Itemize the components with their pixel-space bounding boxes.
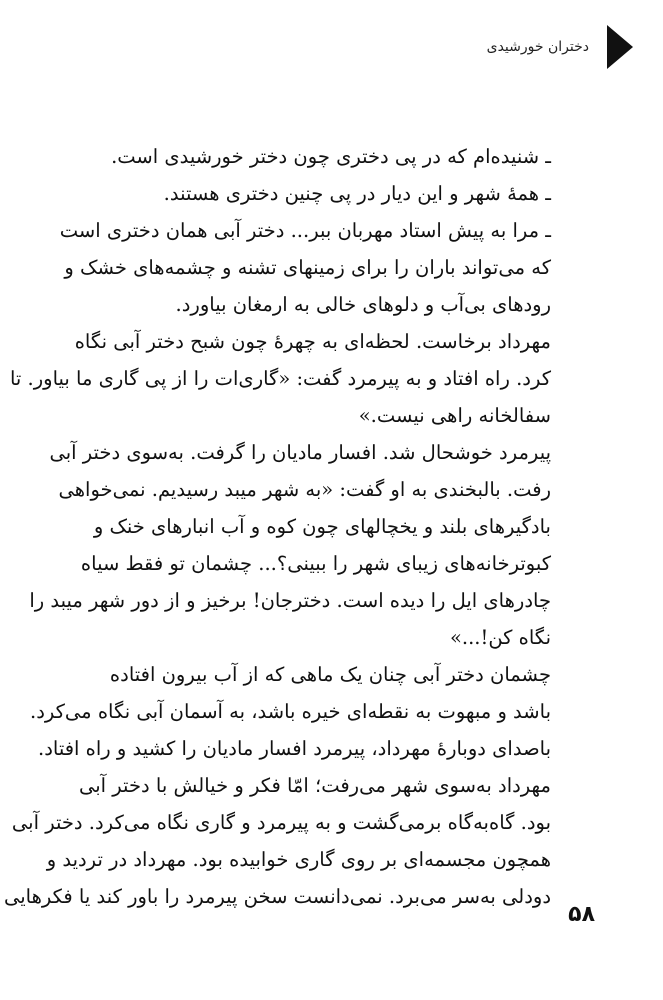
running-header (487, 22, 633, 72)
book-title: دختران خورشیدی (486, 39, 589, 55)
text-line: رفت. بالبخندی به او گفت: «به شهر میبد رسیدیم. نمی‌خواهی (58, 478, 551, 501)
text-line: نگاه کن!...» (449, 626, 551, 649)
text-line: چادرهای ایل را دیده است. دخترجان! برخیز و از دور شهر میبد را (29, 589, 551, 612)
text-line: بادگیرهای بلند و یخچالهای چون کوه و آب انبارهای خنک و (93, 515, 551, 538)
text-line: ـ شنیده‌ام که در پی دختری چون دختر خورشیدی است. (111, 145, 551, 168)
text-line: دودلی به‌سر می‌برد. نمی‌دانست سخن پیرمرد را باور کند یا فکرهایی (3, 885, 551, 908)
text-line: مهرداد برخاست. لحظه‌ای به چهرهٔ چون شبح دختر آبی نگاه (74, 330, 551, 353)
text-line: باصدای دوبارهٔ مهرداد، پیرمرد افسار مادیان را کشید و راه افتاد. (38, 737, 551, 760)
text-line: پیرمرد خوشحال شد. افسار مادیان را گرفت. به‌سوی دختر آبی (49, 441, 551, 464)
triangle-marker-icon (607, 25, 633, 69)
text-line: ـ همهٔ شهر و این دیار در پی چنین دختری هستند. (163, 182, 551, 205)
text-line: باشد و مبهوت به نقطه‌ای خیره باشد، به آسمان آبی نگاه می‌کرد. (30, 700, 551, 723)
text-line: چشمان دختر آبی چنان یک ماهی که از آب بیرون افتاده (109, 663, 551, 686)
text-line: که می‌تواند باران را برای زمینهای تشنه و چشمه‌های خشک و (64, 256, 551, 279)
page-number: ۵۸ (568, 902, 595, 927)
text-line: مهرداد به‌سوی شهر می‌رفت؛ امّا فکر و خیالش با دختر آبی (79, 774, 551, 797)
text-line: کبوترخانه‌های زیبای شهر را ببینی؟... چشمان تو فقط سیاه (80, 552, 551, 575)
body-text (3, 138, 551, 915)
text-line: ـ مرا به پیش استاد مهربان ببر... دختر آبی همان دختری است (59, 219, 551, 242)
text-line: سفالخانه راهی نیست.» (358, 404, 551, 427)
text-line: همچون مجسمه‌ای بر روی گاری خوابیده بود. مهرداد در تردید و (46, 848, 551, 871)
text-line: رودهای بی‌آب و دلوهای خالی به ارمغان بیاورد. (175, 293, 551, 316)
text-line: کرد. راه افتاد و به پیرمرد گفت: «گاری‌ات را از پی گاری ما بیاور. تا (9, 367, 551, 390)
text-line: بود. گاه‌به‌گاه برمی‌گشت و به پیرمرد و گاری نگاه می‌کرد. دختر آبی (11, 811, 551, 834)
